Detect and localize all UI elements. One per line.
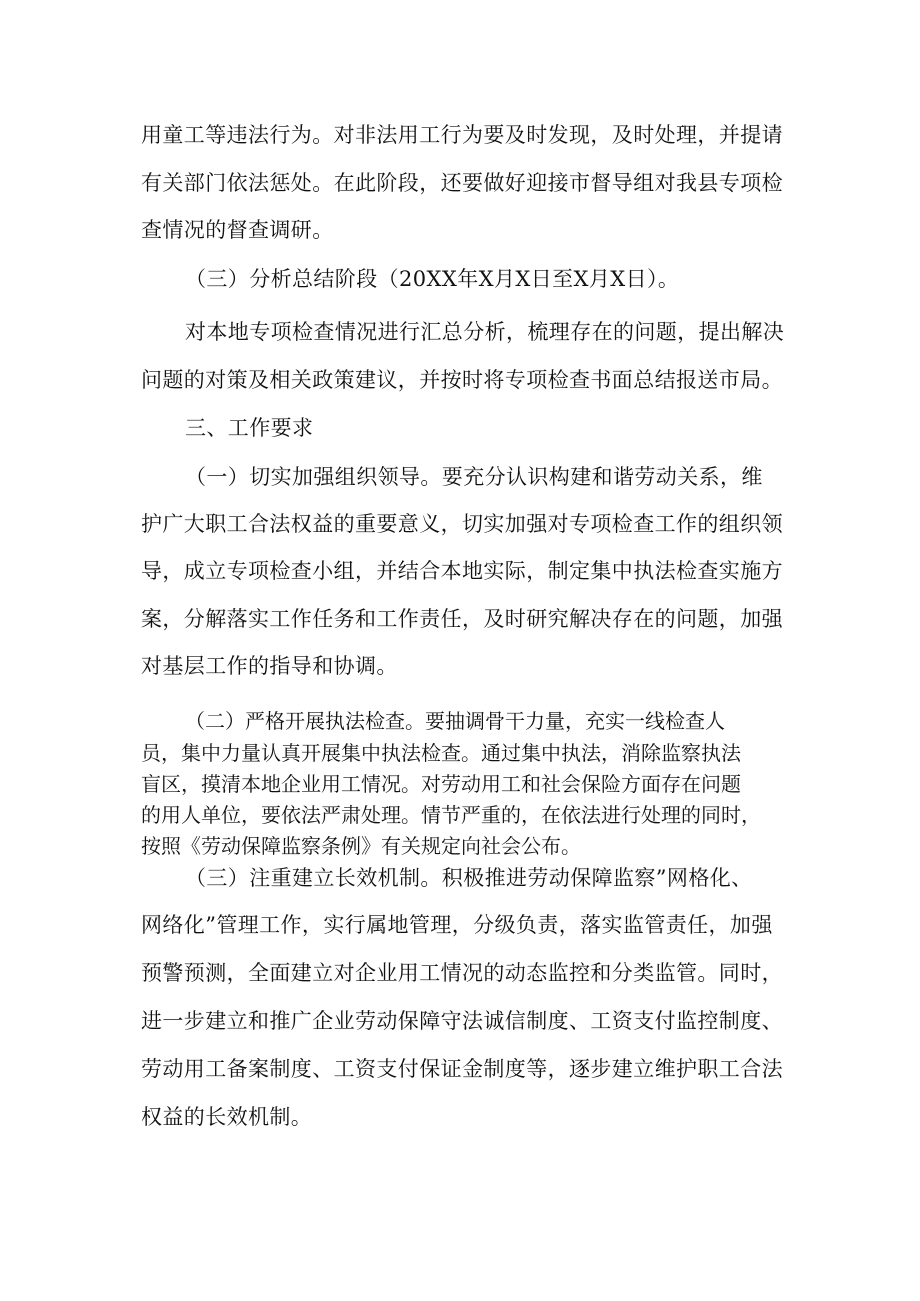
text-line: 对本地专项检查情况进行汇总分析，梳理存在的问题，提出解决 bbox=[185, 320, 785, 344]
text-line: 进一步建立和推广企业劳动保障守法诚信制度、工资支付监控制度、 bbox=[141, 1009, 783, 1033]
text-line: 权益的长效机制。 bbox=[141, 1105, 313, 1129]
text-line: （一）切实加强组织领导。要充分认识构建和谐劳动关系，维 bbox=[185, 465, 763, 489]
text-line: 对基层工作的指导和协调。 bbox=[141, 654, 398, 678]
section-heading: （三）分析总结阶段（20XX年X月X日至X月X日）。 bbox=[185, 267, 680, 291]
text-line: 导，成立专项检查小组，并结合本地实际，制定集中执法检查实施方 bbox=[141, 559, 783, 583]
text-line: 劳动用工备案制度、工资支付保证金制度等，逐步建立维护职工合法 bbox=[141, 1057, 783, 1081]
text-line: 盲区，摸清本地企业用工情况。对劳动用工和社会保险方面存在问题 bbox=[141, 772, 741, 796]
text-line: 的用人单位，要依法严肃处理。情节严重的，在依法进行处理的同时， bbox=[141, 803, 761, 827]
text-line: （二）严格开展执法检查。要抽调骨干力量，充实一线检查人 bbox=[185, 709, 725, 733]
section-heading: 三、工作要求 bbox=[185, 416, 314, 440]
text-line: 护广大职工合法权益的重要意义，切实加强对专项检查工作的组织领 bbox=[141, 512, 783, 536]
text-line: 案，分解落实工作任务和工作责任，及时研究解决存在的问题，加强 bbox=[141, 607, 783, 631]
text-line: 查情况的督查调研。 bbox=[141, 218, 334, 242]
text-line: 有关部门依法惩处。在此阶段，还要做好迎接市督导组对我县专项检 bbox=[141, 171, 783, 195]
text-line: 按照《劳动保障监察条例》有关规定向社会公布。 bbox=[141, 834, 581, 858]
text-line: 问题的对策及相关政策建议，并按时将专项检查书面总结报送市局。 bbox=[141, 368, 783, 392]
text-line: 网络化”管理工作，实行属地管理，分级负责，落实监管责任，加强 bbox=[141, 913, 773, 937]
text-line: 员，集中力量认真开展集中执法检查。通过集中执法，消除监察执法 bbox=[141, 741, 741, 765]
text-line: 预警预测，全面建立对企业用工情况的动态监控和分类监管。同时， bbox=[141, 961, 783, 985]
text-line: 用童工等违法行为。对非法用工行为要及时发现，及时处理，并提请 bbox=[141, 123, 783, 147]
text-line: （三）注重建立长效机制。积极推进劳动保障监察”网格化、 bbox=[185, 866, 753, 890]
